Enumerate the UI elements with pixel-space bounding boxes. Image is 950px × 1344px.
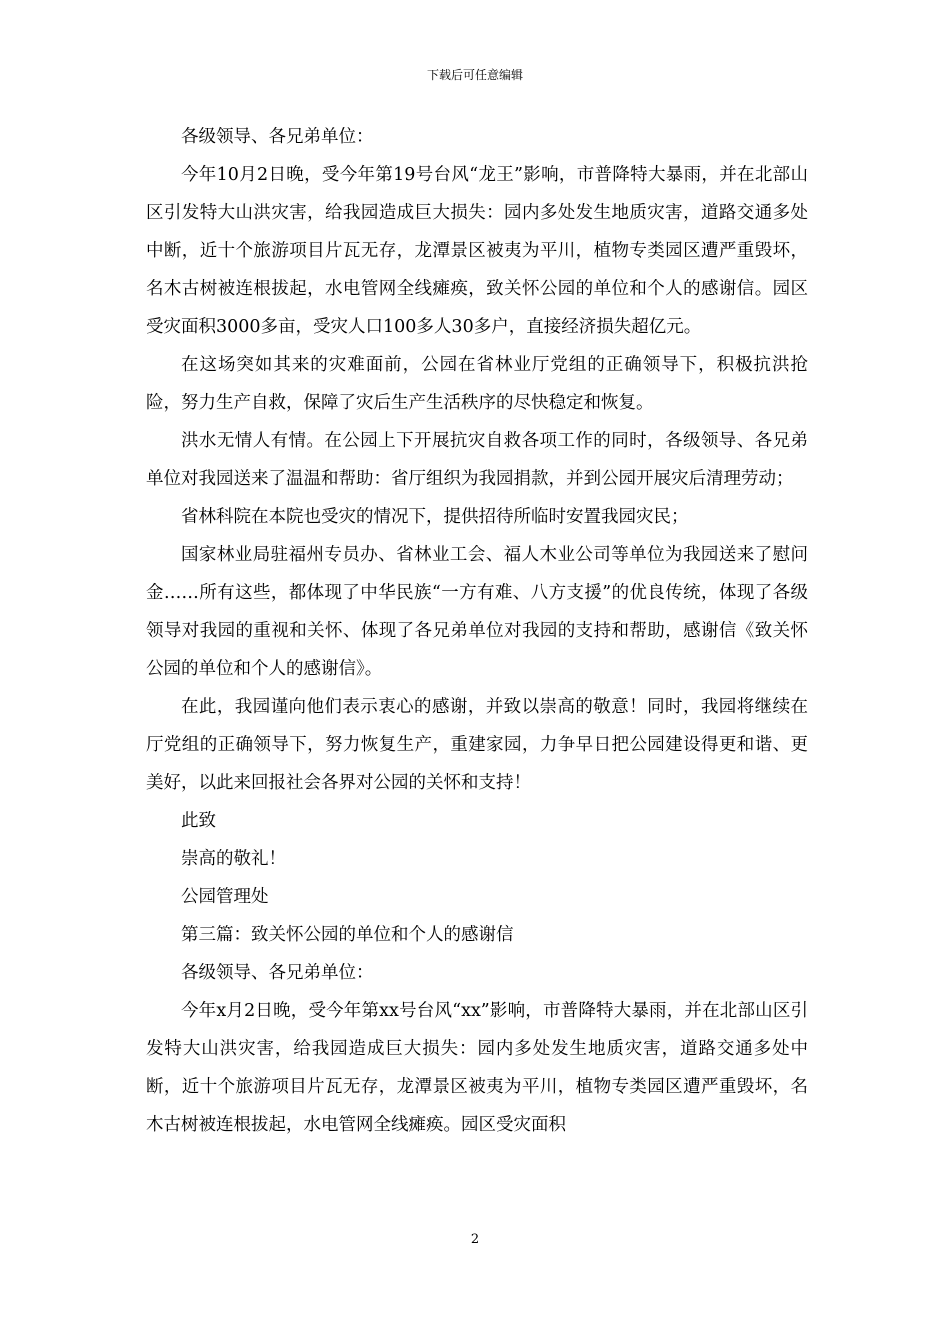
paragraph: 国家林业局驻福州专员办、省林业工会、福人木业公司等单位为我园送来了慰问金……所有这些，都体现了中华民族“一方有难、八方支援”的优良传统，体现了各级领导对我园的重视和关怀、体现了各兄弟单位对我园的支持和帮助，感谢信《致关怀公园的单位和个人的感谢信》。 [146,545,808,679]
closing-line: 崇高的敬礼！ [181,849,286,869]
document-body [146,118,808,1144]
paragraph: 在此，我园谨向他们表示衷心的感谢，并致以崇高的敬意！同时，我园将继续在厅党组的正确领导下，努力恢复生产，重建家园，力争早日把公园建设得更和谐、更美好，以此来回报社会各界对公园的关怀和支持！ [146,697,808,793]
salutation: 各级领导、各兄弟单位： [181,127,374,147]
closing-line: 此致 [181,811,216,831]
section-heading: 第三篇：致关怀公园的单位和个人的感谢信 [181,925,514,945]
paragraph: 在这场突如其来的灾难面前，公园在省林业厅党组的正确领导下，积极抗洪抢险，努力生产自救，保障了灾后生产生活秩序的尽快稳定和恢复。 [146,355,808,413]
signature: 公园管理处 [181,887,269,907]
page-header: 下载后可任意编辑 [426,68,523,82]
paragraph: 省林科院在本院也受灾的情况下，提供招待所临时安置我园灾民； [181,507,689,527]
salutation: 各级领导、各兄弟单位： [181,963,374,983]
page-number: 2 [470,1232,480,1247]
paragraph: 今年x月2日晚，受今年第xx号台风“xx”影响，市普降特大暴雨，并在北部山区引发特大山洪灾害，给我园造成巨大损失：园内多处发生地质灾害，道路交通多处中断，近十个旅游项目片瓦无存，龙潭景区被夷为平川，植物专类园区遭严重毁坏，名木古树被连根拔起，水电管网全线瘫痪。园区受灾面积 [146,1001,808,1135]
paragraph: 洪水无情人有情。在公园上下开展抗灾自救各项工作的同时，各级领导、各兄弟单位对我园送来了温温和帮助：省厅组织为我园捐款，并到公园开展灾后清理劳动； [146,431,808,489]
paragraph: 今年10月2日晚，受今年第19号台风“龙王”影响，市普降特大暴雨，并在北部山区引发特大山洪灾害，给我园造成巨大损失：园内多处发生地质灾害，道路交通多处中断，近十个旅游项目片瓦无存，龙潭景区被夷为平川，植物专类园区遭严重毁坏，名木古树被连根拔起，水电管网全线瘫痪，致关怀公园的单位和个人的感谢信。园区受灾面积3000多亩，受灾人口100多人30多户，直接经济损失超亿元。 [146,165,808,337]
